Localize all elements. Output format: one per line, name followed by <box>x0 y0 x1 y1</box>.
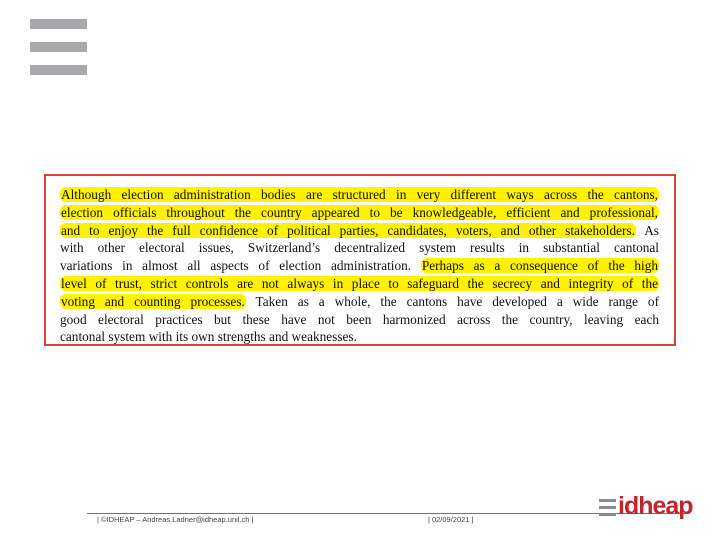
logo-stripes-icon <box>599 497 616 517</box>
footer-credit: | ©IDHEAP – Andreas.Ladner@idheap.unil.ch | <box>97 515 254 524</box>
quote-segment: good electoral practices but these have not been harmonized across the country, leaving each <box>60 311 659 327</box>
quote-line <box>60 275 659 293</box>
highlighted-text: level of trust, strict controls are not always in place to safeguard the secrecy and integrity of the <box>61 275 658 291</box>
quote-line <box>60 257 659 275</box>
footer-divider <box>87 513 687 514</box>
footer-date-text: 02/09/2021 <box>431 515 470 524</box>
quote-line <box>60 293 659 311</box>
highlighted-text: Although election administration bodies are structured in very different ways across the cantons, <box>61 187 658 202</box>
quote-segment: variations in almost all aspects of election administration. <box>60 258 421 274</box>
quote-box <box>44 174 676 346</box>
quote-line <box>60 239 659 257</box>
hamburger-menu-icon[interactable] <box>30 19 87 75</box>
highlighted-text: and to enjoy the full confidence of political parties, candidates, voters, and other stakeholders. <box>61 222 635 238</box>
quote-segment: with other electoral issues, Switzerland’s decentralized system results in substantial cantonal <box>60 240 659 256</box>
highlighted-text: voting and counting processes. <box>61 293 245 309</box>
footer-date: | 02/09/2021 | <box>428 515 474 524</box>
quote-segment: cantonal system with its own strengths and weaknesses. <box>60 329 357 345</box>
quote-line <box>60 311 659 329</box>
highlighted-text: election officials throughout the country appeared to be knowledgeable, efficient and professional, <box>61 204 658 220</box>
footer-credit-text: ©IDHEAP – Andreas.Ladner@idheap.unil.ch <box>100 515 250 524</box>
logo-wordmark: idheap <box>618 492 693 520</box>
idheap-logo <box>599 493 693 519</box>
quote-line <box>60 328 659 346</box>
quote-segment: As <box>635 222 659 238</box>
quote-segment: Taken as a whole, the cantons have developed a wide range of <box>245 293 660 309</box>
quote-text <box>60 186 659 346</box>
quote-line <box>60 186 659 204</box>
highlighted-text: Perhaps as a consequence of the high <box>421 258 658 274</box>
quote-line <box>60 222 659 240</box>
quote-line <box>60 204 659 222</box>
